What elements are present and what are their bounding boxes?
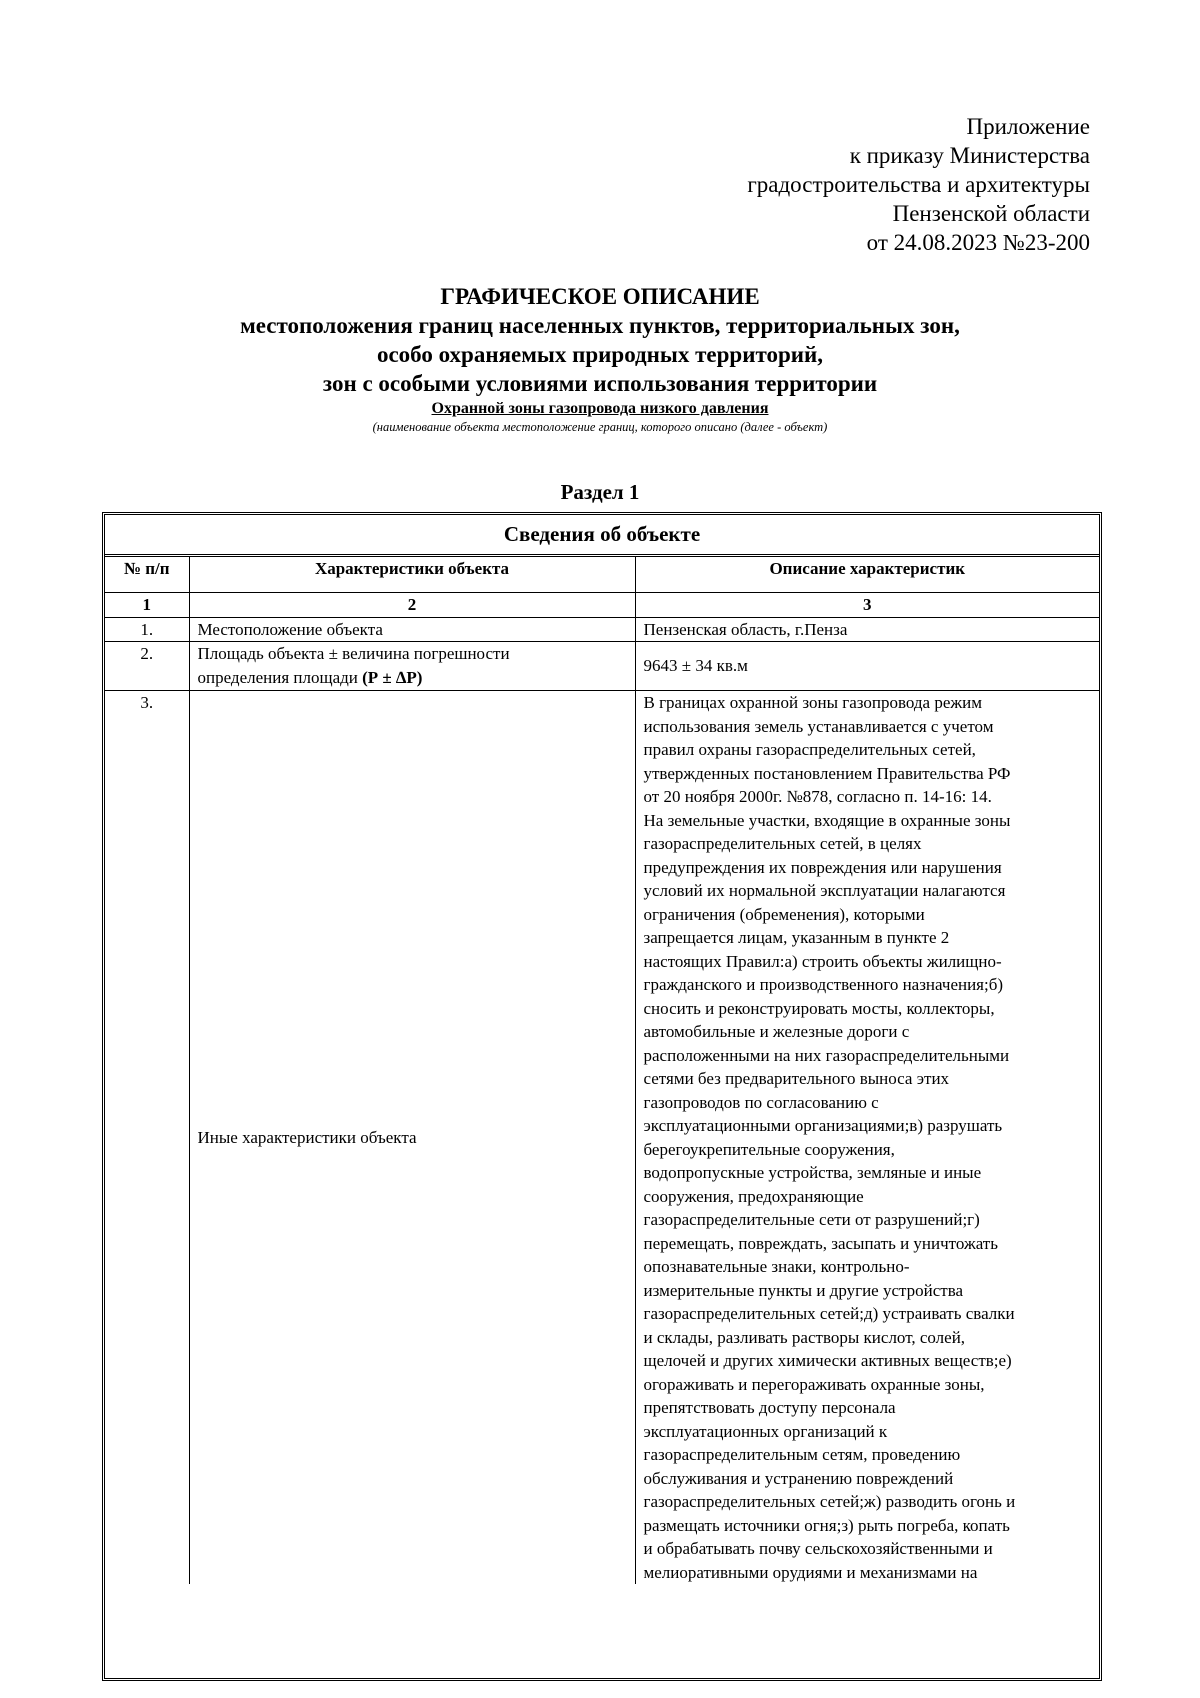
- description-line: гражданского и производственного назначения;б): [643, 975, 1004, 994]
- description-line: сетями без предварительного выноса этих: [643, 1069, 950, 1088]
- description-line: перемещать, повреждать, засыпать и уничтожать: [643, 1233, 998, 1253]
- description-line: водопропускные устройства, земляные и иные: [643, 1163, 982, 1182]
- column-header: № п/п: [105, 557, 189, 593]
- table-row: [105, 642, 1099, 691]
- description-line: ограничения (обременения), которыми: [643, 904, 925, 924]
- description-line: автомобильные и железные дороги с: [643, 1022, 910, 1041]
- description-line: сооружения, предохраняющие: [643, 1186, 864, 1206]
- column-header: Характеристики объекта: [189, 557, 635, 593]
- section-title: Раздел 1: [560, 480, 640, 504]
- row-characteristic: Иные характеристики объекта: [189, 691, 635, 1585]
- description-line: На земельные участки, входящие в охранные зоны: [643, 810, 1011, 830]
- description-line: условий их нормальной эксплуатации налагаются: [643, 881, 1006, 900]
- column-number: 2: [189, 593, 635, 618]
- description-line: газопроводов по согласованию с: [643, 1092, 879, 1112]
- description-line: берегоукрепительные сооружения,: [643, 1139, 895, 1159]
- description-line: правил охраны газораспределительных сетей,: [643, 740, 976, 759]
- description-line: В границах охранной зоны газопровода режим: [643, 693, 982, 712]
- description-line: огораживать и перегораживать охранные зоны,: [643, 1374, 985, 1394]
- description-line: газораспределительных сетей;д) устраивать свалки: [643, 1304, 1015, 1323]
- row-characteristic-line: Площадь объекта ± величина погрешности: [197, 644, 510, 663]
- area-formula: (Р ± ∆Р): [362, 667, 423, 687]
- row-description: 9643 ± 34 кв.м: [635, 642, 1099, 691]
- description-line: газораспределительные сети от разрушений;г): [643, 1210, 980, 1229]
- description-line: утвержденных постановлением Правительства РФ: [643, 763, 1011, 783]
- document-subtitle-line: особо охраняемых природных территорий,: [376, 342, 824, 367]
- document-subtitle-line: зон с особыми условиями использования территории: [322, 371, 878, 396]
- row-characteristic: Местоположение объекта: [189, 617, 635, 642]
- description-line: эксплуатационными организациями;в) разрушать: [643, 1116, 1003, 1135]
- description-line: и обрабатывать почву сельскохозяйственными и: [643, 1539, 993, 1558]
- column-header: Описание характеристик: [635, 557, 1099, 593]
- appendix-block: [747, 112, 1090, 257]
- description-line: предупреждения их повреждения или нарушения: [643, 857, 1002, 877]
- row-characteristic-line: [198, 666, 627, 690]
- object-name-hint: (наименование объекта местоположение границ, которого описано (далее - объект): [372, 420, 828, 434]
- column-number-row: [105, 593, 1099, 618]
- description-line: и склады, разливать растворы кислот, солей,: [643, 1327, 966, 1347]
- table-caption: Сведения об объекте: [105, 515, 1099, 557]
- row-description: Пензенская область, г.Пенза: [635, 617, 1099, 642]
- appendix-order-date: от 24.08.2023 №23-200: [866, 230, 1090, 255]
- column-number: 1: [105, 593, 189, 618]
- description-line: расположенными на них газораспределительными: [643, 1045, 1010, 1065]
- description-line: газораспределительных сетей, в целях: [643, 834, 922, 853]
- row-number: 2.: [105, 642, 189, 691]
- table-row: [105, 617, 1099, 642]
- object-info-table: [102, 512, 1102, 1681]
- description-line: использования земель устанавливается с учетом: [643, 716, 994, 736]
- description-line: от 20 ноября 2000г. №878, согласно п. 14-16: 14.: [643, 787, 992, 806]
- description-line: мелиоративными орудиями и механизмами на: [643, 1562, 978, 1582]
- row-characteristic-text: определения площади: [197, 667, 358, 687]
- row-characteristic: [189, 642, 635, 691]
- description-line: опознавательные знаки, контрольно-: [643, 1257, 910, 1276]
- appendix-line: градостроительства и архитектуры: [747, 172, 1090, 197]
- appendix-line: Пензенской области: [892, 201, 1090, 226]
- description-line: щелочей и других химически активных веществ;е): [643, 1351, 1012, 1370]
- description-line: настоящих Правил:а) строить объекты жилищно-: [643, 951, 1002, 971]
- description-line: запрещается лицам, указанным в пункте 2: [643, 928, 950, 947]
- column-number: 3: [635, 593, 1099, 618]
- description-line: эксплуатационных организаций к: [643, 1421, 888, 1441]
- object-characteristics-table: [105, 557, 1099, 1584]
- appendix-line: к приказу Министерства: [849, 143, 1090, 168]
- row-description: [635, 691, 1099, 1585]
- description-line: газораспределительных сетей;ж) разводить огонь и: [643, 1492, 1016, 1511]
- description-line: препятствовать доступу персонала: [643, 1398, 896, 1417]
- table-header-row: [105, 557, 1099, 593]
- table-row: [105, 691, 1099, 1585]
- appendix-line: Приложение: [966, 114, 1090, 139]
- document-title: ГРАФИЧЕСКОЕ ОПИСАНИЕ: [440, 284, 760, 309]
- object-name: Охранной зоны газопровода низкого давления: [431, 400, 769, 417]
- document-title-block: [0, 282, 1200, 435]
- row-number: 3.: [105, 691, 189, 1585]
- description-line: сносить и реконструировать мосты, коллекторы,: [643, 998, 995, 1018]
- description-line: измерительные пункты и другие устройства: [643, 1280, 964, 1300]
- row-number: 1.: [105, 617, 189, 642]
- document-subtitle-line: местоположения границ населенных пунктов, территориальных зон,: [240, 313, 960, 338]
- description-line: размещать источники огня;з) рыть погреба, копать: [643, 1515, 1010, 1535]
- description-line: обслуживания и устранению повреждений: [643, 1468, 954, 1488]
- description-line: газораспределительным сетям, проведению: [643, 1445, 961, 1464]
